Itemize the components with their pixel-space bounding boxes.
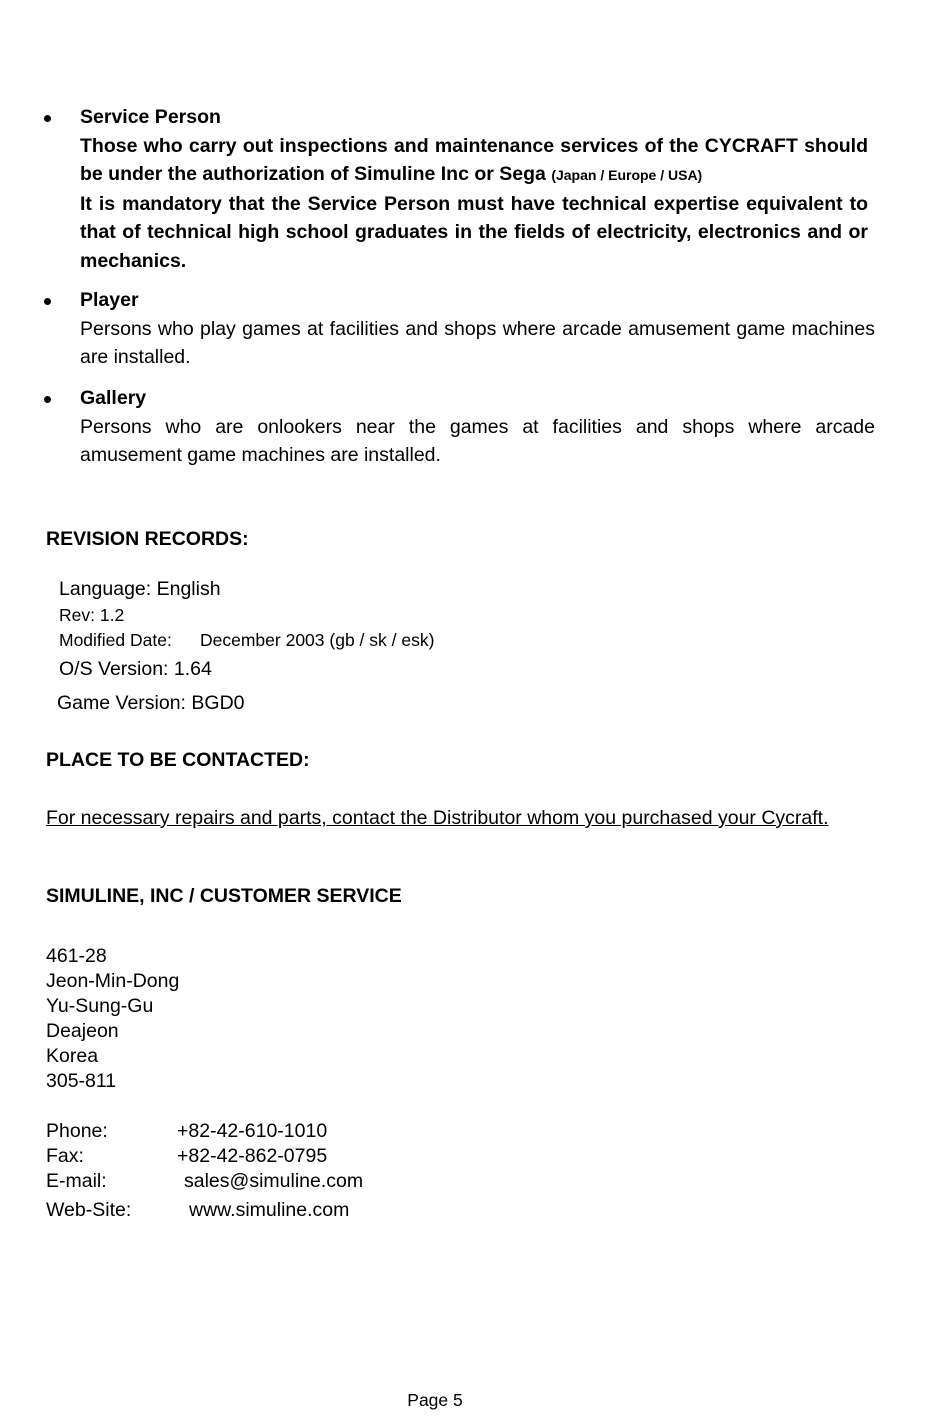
website-label: Web-Site:: [46, 1199, 132, 1221]
address-line: Jeon-Min-Dong: [46, 970, 180, 992]
bullet-icon: [44, 115, 51, 122]
phone-value: +82-42-610-1010: [177, 1120, 328, 1142]
revision-heading: REVISION RECORDS:: [46, 528, 249, 550]
page-number: Page 5: [407, 1390, 463, 1410]
address-line: Deajeon: [46, 1020, 119, 1042]
address-line: Yu-Sung-Gu: [46, 995, 154, 1017]
bullet-paragraph: [80, 132, 868, 190]
modified-date-value: December 2003 (gb / sk / esk): [200, 630, 435, 650]
bullet-title: Gallery: [80, 387, 147, 409]
os-version-line: O/S Version: 1.64: [59, 658, 212, 680]
rev-line: Rev: 1.2: [59, 605, 125, 625]
bullet-paragraph: It is mandatory that the Service Person must have technical expertise equivalent to that of technical high school graduates in the fields of electricity, electronics and or mechanics.: [80, 192, 868, 272]
language-line: Language: English: [59, 578, 221, 600]
bullet-title: Player: [80, 289, 139, 311]
company-heading: SIMULINE, INC / CUSTOMER SERVICE: [46, 885, 402, 907]
bullet-service-person: [80, 103, 868, 275]
game-version-line: Game Version: BGD0: [57, 692, 245, 714]
modified-date-label: Modified Date:: [59, 630, 172, 650]
contact-heading: PLACE TO BE CONTACTED:: [46, 749, 310, 771]
website-link[interactable]: www.simuline.com: [189, 1199, 350, 1221]
bullet-player: [80, 286, 875, 372]
email-label: E-mail:: [46, 1170, 107, 1192]
bullet-icon: [44, 396, 51, 403]
bullet-text: Persons who play games at facilities and shops where arcade amusement game machines are installed.: [80, 317, 875, 368]
bullet-text: Persons who are onlookers near the games at facilities and shops where arcade amusement game machines are installed.: [80, 415, 875, 466]
bullet-text: Those who carry out inspections and maintenance services of the CYCRAFT should be under the authorization of Simuline Inc or Sega: [80, 134, 868, 185]
address-line: 461-28: [46, 945, 107, 967]
email-link[interactable]: sales@simuline.com: [184, 1170, 364, 1192]
address-line: Korea: [46, 1045, 99, 1067]
bullet-region-note: (Japan / Europe / USA): [551, 167, 703, 183]
fax-label: Fax:: [46, 1145, 84, 1167]
bullet-icon: [44, 298, 51, 305]
contact-note: For necessary repairs and parts, contact the Distributor whom you purchased your Cycraft.: [46, 807, 829, 829]
bullet-title: Service Person: [80, 106, 221, 128]
fax-value: +82-42-862-0795: [177, 1145, 328, 1167]
address-line: 305-811: [46, 1070, 117, 1092]
bullet-gallery: [80, 384, 875, 470]
phone-label: Phone:: [46, 1120, 108, 1142]
address-block: [46, 944, 179, 1094]
